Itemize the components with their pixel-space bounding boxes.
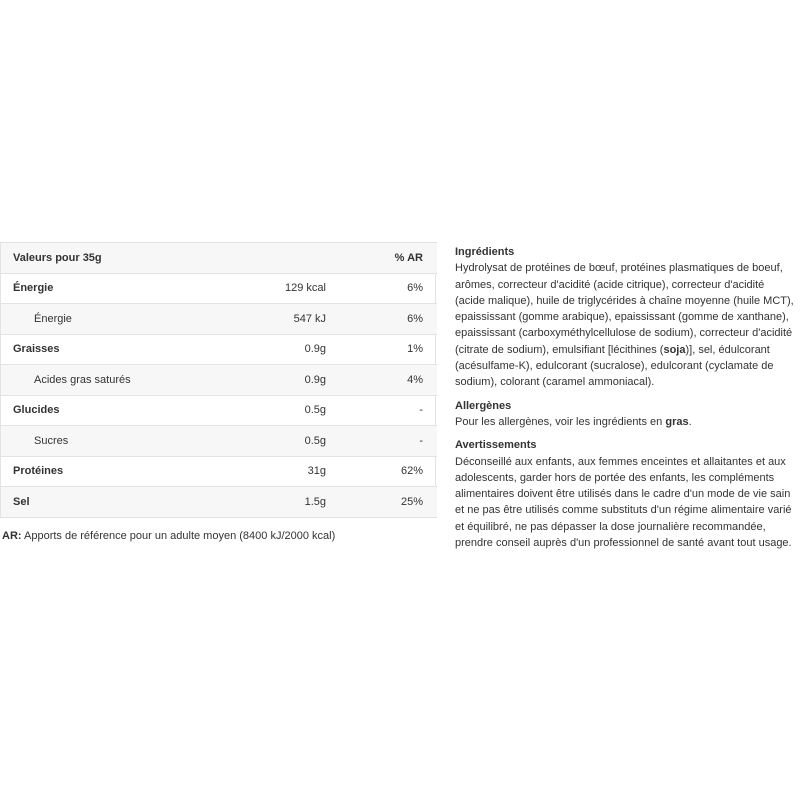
- ingredients-text: [455, 260, 795, 390]
- row-value: 0.5g: [253, 426, 326, 457]
- table-row: [1, 395, 437, 426]
- allergens-text: [455, 414, 795, 430]
- row-value: 1.5g: [253, 487, 326, 518]
- ingredients-section: [455, 244, 795, 391]
- ingredients-text-part: )], sel, édulcorant (acésulfame-K), edulcorant (sucralose), edulcorant (cyclamate de sodium), colorant (caramel ammoniacal).: [455, 343, 774, 389]
- nutrition-table: [1, 242, 437, 518]
- row-value: 0.5g: [253, 395, 326, 426]
- row-value: 0.9g: [253, 365, 326, 396]
- row-value: 31g: [253, 456, 326, 487]
- nutrition-table-section: [0, 242, 436, 518]
- table-row: [1, 273, 437, 304]
- row-value: 0.9g: [253, 334, 326, 365]
- table-row: [1, 304, 437, 335]
- warnings-section: [455, 437, 795, 551]
- row-name: Énergie: [1, 273, 253, 304]
- allergens-bold: gras: [665, 415, 689, 428]
- ingredients-title: Ingrédients: [455, 246, 515, 258]
- product-info-column: [455, 244, 795, 558]
- table-row: [1, 456, 437, 487]
- ingredients-allergen-bold: soja: [663, 343, 686, 356]
- row-ar: 4%: [326, 365, 437, 396]
- ar-footnote: [2, 530, 335, 542]
- row-name: Sucres: [1, 426, 253, 457]
- row-name: Énergie: [1, 304, 253, 335]
- header-value: [253, 243, 326, 274]
- nutrition-table-frame: [0, 242, 436, 518]
- row-value: 547 kJ: [253, 304, 326, 335]
- footnote-text: Apports de référence pour un adulte moyen (8400 kJ/2000 kcal): [21, 530, 336, 542]
- table-row: [1, 334, 437, 365]
- warnings-title: Avertissements: [455, 439, 537, 452]
- row-value: 129 kcal: [253, 273, 326, 304]
- ingredients-text-part: Hydrolysat de protéines de bœuf, protéines plasmatiques de boeuf, arômes, correcteur d'acidité (acide citrique), correcteur d'acidité (acide malique), huile de triglycérides à chaîne moyenne (huile MCT), epaississant (gomme arabique), epaississant (gomme de xanthane), epaississant (carboxyméthylcellulose de sodium), correcteur d'acidité (citrate de sodium), emulsifiant [lécithines (: [455, 262, 794, 356]
- table-row: [1, 426, 437, 457]
- header-ar: % AR: [326, 243, 437, 274]
- row-ar: -: [326, 426, 437, 457]
- row-name: Glucides: [1, 395, 253, 426]
- row-ar: -: [326, 395, 437, 426]
- row-ar: 6%: [326, 273, 437, 304]
- row-name: Acides gras saturés: [1, 365, 253, 396]
- allergens-section: [455, 398, 795, 431]
- allergens-title: Allergènes: [455, 399, 512, 412]
- row-name: Graisses: [1, 334, 253, 365]
- row-ar: 25%: [326, 487, 437, 518]
- row-ar: 1%: [326, 334, 437, 365]
- row-ar: 6%: [326, 304, 437, 335]
- row-name: Protéines: [1, 456, 253, 487]
- footnote-label: AR:: [2, 530, 22, 542]
- warnings-text: Déconseillé aux enfants, aux femmes enceintes et allaitantes et aux adolescents, garder hors de portée des enfants, les compléments alimentaires doivent être utilisés dans le cadre d'un mode de vie sain et ne pas être utilisés comme substituts d'un régime alimentaire varié et équilibré, ne pas dépasser la dose journalière recommandée, prendre conseil auprès d'un professionnel de santé avant tout usage.: [455, 455, 792, 550]
- table-row: [1, 365, 437, 396]
- row-name: Sel: [1, 487, 253, 518]
- table-row: [1, 487, 437, 518]
- row-ar: 62%: [326, 456, 437, 487]
- table-header-row: [1, 243, 437, 274]
- allergens-text-part: .: [688, 415, 692, 428]
- allergens-text-part: Pour les allergènes, voir les ingrédients en: [455, 415, 666, 428]
- header-label: Valeurs pour 35g: [1, 243, 253, 274]
